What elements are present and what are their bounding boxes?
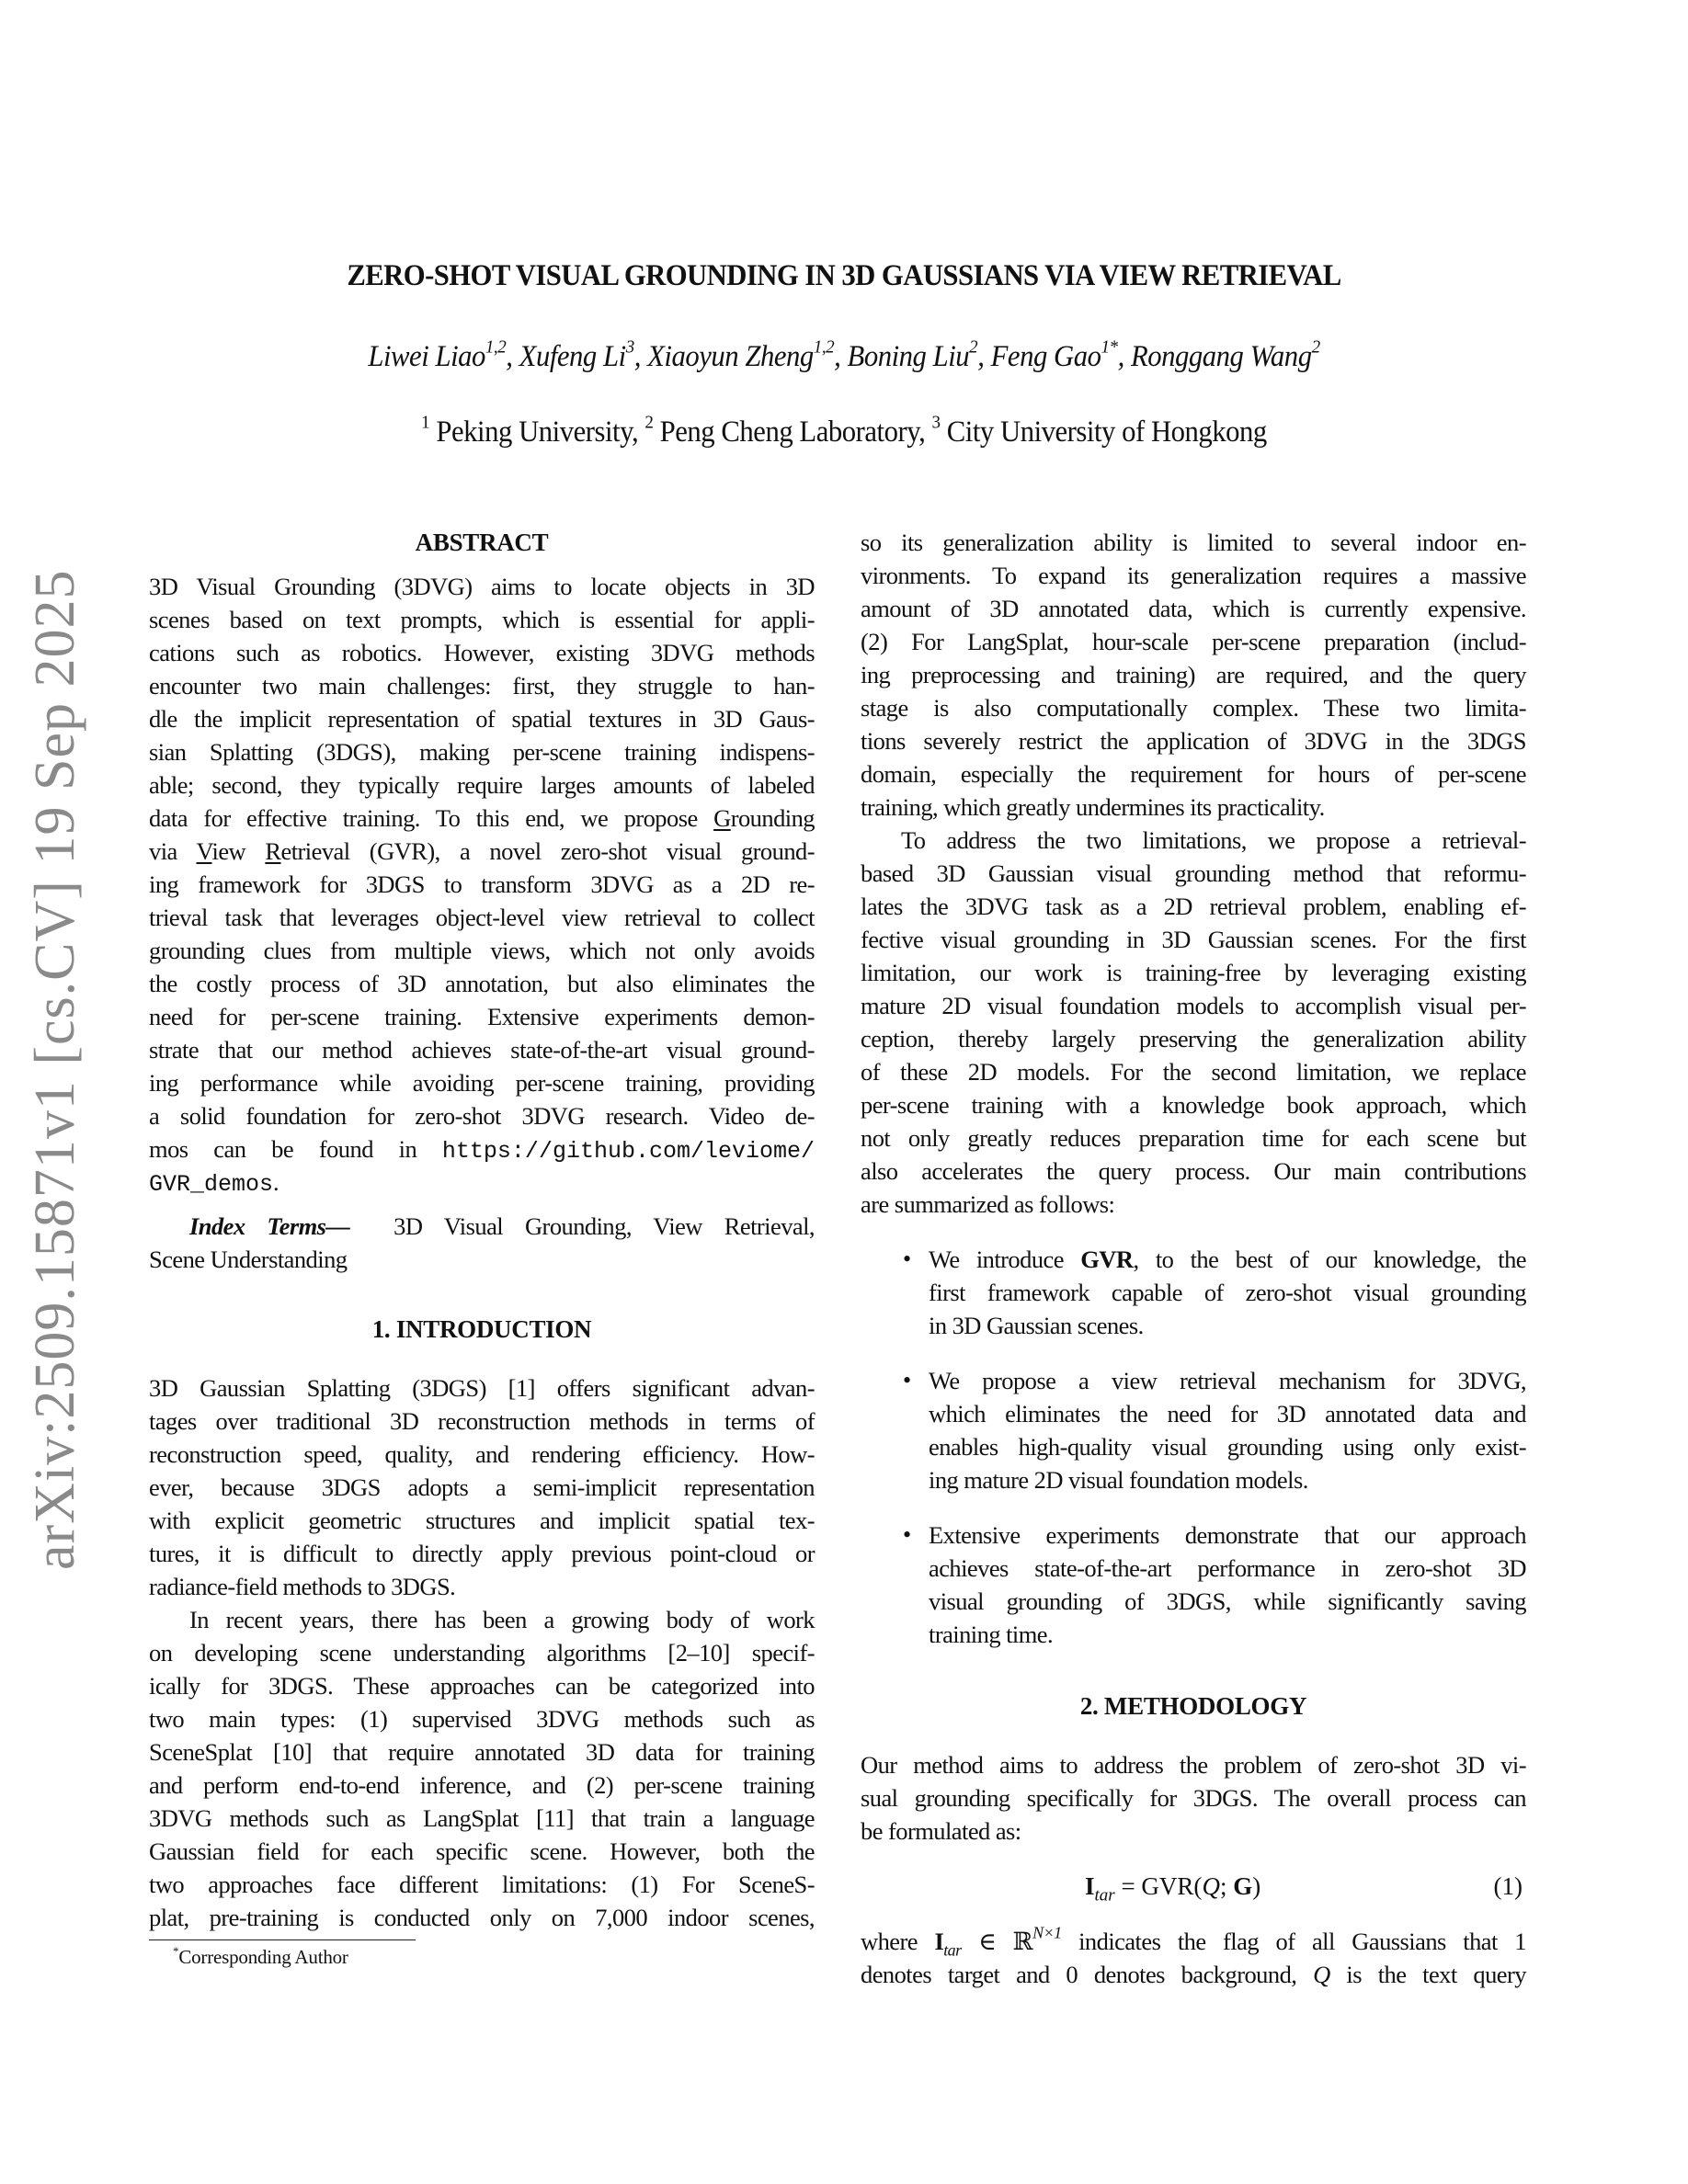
- affiliation-list: [59, 412, 1628, 449]
- body-line: ing preprocessing and training) are required, and the query: [861, 661, 1526, 688]
- abstract-line: strate that our method achieves state-of-the-art visual ground-: [149, 1036, 815, 1064]
- index-terms: Index Terms— 3D Visual Grounding, View Retrieval,: [189, 1212, 815, 1240]
- body-line: limitation, our work is training-free by leveraging existing: [861, 959, 1526, 986]
- body-line: mature 2D visual foundation models to accomplish visual per-: [861, 992, 1526, 1019]
- bullet-icon: •: [903, 1367, 912, 1393]
- affiliation: $^3$ City University of Hongkong: [931, 412, 1267, 449]
- abstract-line: ing framework for 3DGS to transform 3DVG as a 2D re-: [149, 870, 815, 898]
- body-line: fective visual grounding in 3D Gaussian scenes. For the first: [861, 926, 1526, 953]
- body-line: where $I_{tar}$ ∈ ℝ$^{N\times 1}$ indicates the flag of all Gaussians that 1: [861, 1923, 1526, 1960]
- abstract-line: cations such as robotics. However, existing 3DVG methods: [149, 639, 815, 666]
- body-line: of these 2D models. For the second limitation, we replace: [861, 1058, 1526, 1086]
- abstract-line: via View Retrieval (GVR), a novel zero-shot visual ground-: [149, 837, 815, 865]
- section-heading-introduction: 1. INTRODUCTION: [371, 1315, 592, 1343]
- body-line: per-scene training with a knowledge book approach, which: [861, 1091, 1526, 1119]
- equation-number: (1): [1493, 1872, 1523, 1900]
- body-line: sual grounding specifically for 3DGS. The overall process can: [861, 1784, 1526, 1812]
- abstract-line: able; second, they typically require larges amounts of labeled: [149, 771, 815, 799]
- body-line: denotes target and 0 denotes background, Q is the text query: [861, 1961, 1526, 1988]
- body-line: ically for 3DGS. These approaches can be categorized into: [149, 1672, 815, 1700]
- body-line: are summarized as follows:: [861, 1190, 1115, 1218]
- abstract-line: a solid foundation for zero-shot 3DVG research. Video de-: [149, 1102, 815, 1130]
- body-line: (2) For LangSplat, hour-scale per-scene preparation (includ-: [861, 628, 1526, 655]
- body-line: radiance-field methods to 3DGS.: [149, 1573, 456, 1600]
- body-line: so its generalization ability is limited to several indoor en-: [861, 529, 1526, 556]
- body-line: based 3D Gaussian visual grounding method that reformu-: [861, 859, 1526, 887]
- body-line: with explicit geometric structures and implicit spatial tex-: [149, 1507, 815, 1534]
- body-line: domain, especially the requirement for hours of per-scene: [861, 760, 1526, 788]
- equation-expression: $I_{tar} = GVR(Q$; G): [1085, 1872, 1261, 1905]
- abstract-line: the costly process of 3D annotation, but also eliminates the: [149, 970, 815, 997]
- footnote: *Corresponding Author: [173, 1943, 348, 1968]
- body-line: To address the two limitations, we propose a retrieval-: [901, 826, 1526, 854]
- author: Feng Gao$^{1*}$,: [990, 336, 1132, 373]
- body-line: two main types: (1) supervised 3DVG methods such as: [149, 1705, 815, 1733]
- body-line: not only greatly reduces preparation time for each scene but: [861, 1124, 1526, 1152]
- body-line: ception, thereby largely preserving the generalization ability: [861, 1025, 1526, 1052]
- body-line: 3DVG methods such as LangSplat [11] that train a language: [149, 1804, 815, 1832]
- body-line: Our method aims to address the problem of zero-shot 3D vi-: [861, 1751, 1526, 1779]
- abstract-line: sian Splatting (3DGS), making per-scene training indispens-: [149, 738, 815, 766]
- body-line: training, which greatly undermines its practicality.: [861, 793, 1325, 821]
- abstract-line: mos can be found in https://github.com/leviome/: [149, 1135, 815, 1165]
- index-terms: Scene Understanding: [149, 1246, 348, 1273]
- body-line: Gaussian field for each specific scene. However, both the: [149, 1837, 815, 1865]
- body-line: vironments. To expand its generalization requires a massive: [861, 562, 1526, 589]
- body-line: In recent years, there has been a growing body of work: [189, 1606, 815, 1633]
- section-heading-methodology: 2. METHODOLOGY: [1079, 1692, 1307, 1720]
- author: Boning Liu$^2$,: [847, 336, 991, 373]
- arxiv-stamp: arXiv:2509.15871v1 [cs.CV] 19 Sep 2025: [24, 569, 86, 1570]
- demo-link[interactable]: GVR_demos: [149, 1171, 274, 1198]
- body-line: tions severely restrict the application of 3DVG in the 3DGS: [861, 727, 1526, 755]
- author-list: [59, 336, 1628, 374]
- abstract-line: 3D Visual Grounding (3DVG) aims to locate objects in 3D: [149, 573, 815, 600]
- body-line: stage is also computationally complex. These two limita-: [861, 694, 1526, 722]
- author: Xiaoyun Zheng$^{1,2}$,: [647, 336, 848, 373]
- abstract-heading: ABSTRACT: [415, 529, 549, 556]
- abstract-line: ing performance while avoiding per-scene training, providing: [149, 1069, 815, 1097]
- body-line: amount of 3D annotated data, which is currently expensive.: [861, 595, 1526, 622]
- index-terms-label: Index Terms—: [189, 1212, 350, 1240]
- body-line: two approaches face different limitations: (1) For SceneS-: [149, 1871, 815, 1898]
- body-line: on developing scene understanding algorithms [2–10] specif-: [149, 1639, 815, 1666]
- bullet-icon: •: [903, 1521, 912, 1548]
- abstract-line: scenes based on text prompts, which is essential for appli-: [149, 606, 815, 633]
- abstract-line: encounter two main challenges: first, they struggle to han-: [149, 672, 815, 700]
- equation-1: [861, 1868, 1526, 1905]
- paper-title: ZERO-SHOT VISUAL GROUNDING IN 3D GAUSSIANS VIA VIEW RETRIEVAL: [347, 259, 1341, 292]
- body-line: SceneSplat [10] that require annotated 3D data for training: [149, 1738, 815, 1766]
- affiliation: $^2$ Peng Cheng Laboratory,: [644, 412, 932, 449]
- abstract-line: dle the implicit representation of spatial textures in 3D Gaus-: [149, 705, 815, 733]
- author: Ronggang Wang$^2$: [1131, 336, 1320, 373]
- footnote-rule: [149, 1939, 416, 1940]
- demo-link[interactable]: https://github.com/leviome/: [441, 1138, 815, 1165]
- body-line: tages over traditional 3D reconstruction methods in terms of: [149, 1407, 815, 1435]
- body-line: lates the 3DVG task as a 2D retrieval problem, enabling ef-: [861, 893, 1526, 920]
- author: Liwei Liao$^{1,2}$,: [368, 336, 519, 373]
- body-line: ever, because 3DGS adopts a semi-implicit representation: [149, 1473, 815, 1501]
- body-line: be formulated as:: [861, 1817, 1021, 1845]
- abstract-line: need for per-scene training. Extensive experiments demon-: [149, 1003, 815, 1030]
- body-line: and perform end-to-end inference, and (2) per-scene training: [149, 1771, 815, 1799]
- bullet-icon: •: [903, 1246, 912, 1272]
- abstract-line: data for effective training. To this end, we propose Grounding: [149, 804, 815, 832]
- body-line: plat, pre-training is conducted only on 7,000 indoor scenes,: [149, 1904, 815, 1931]
- body-line: tures, it is difficult to directly apply previous point-cloud or: [149, 1540, 815, 1567]
- body-line: 3D Gaussian Splatting (3DGS) [1] offers significant advan-: [149, 1374, 815, 1402]
- abstract-line: trieval task that leverages object-level view retrieval to collect: [149, 904, 815, 931]
- abstract-line: grounding clues from multiple views, which not only avoids: [149, 937, 815, 964]
- affiliation: $^1$ Peking University,: [421, 412, 645, 449]
- abstract-line: GVR_demos.: [149, 1168, 279, 1198]
- body-line: also accelerates the query process. Our main contributions: [861, 1157, 1526, 1185]
- body-line: reconstruction speed, quality, and rendering efficiency. How-: [149, 1440, 815, 1468]
- author: Xufeng Li$^3$,: [519, 336, 648, 373]
